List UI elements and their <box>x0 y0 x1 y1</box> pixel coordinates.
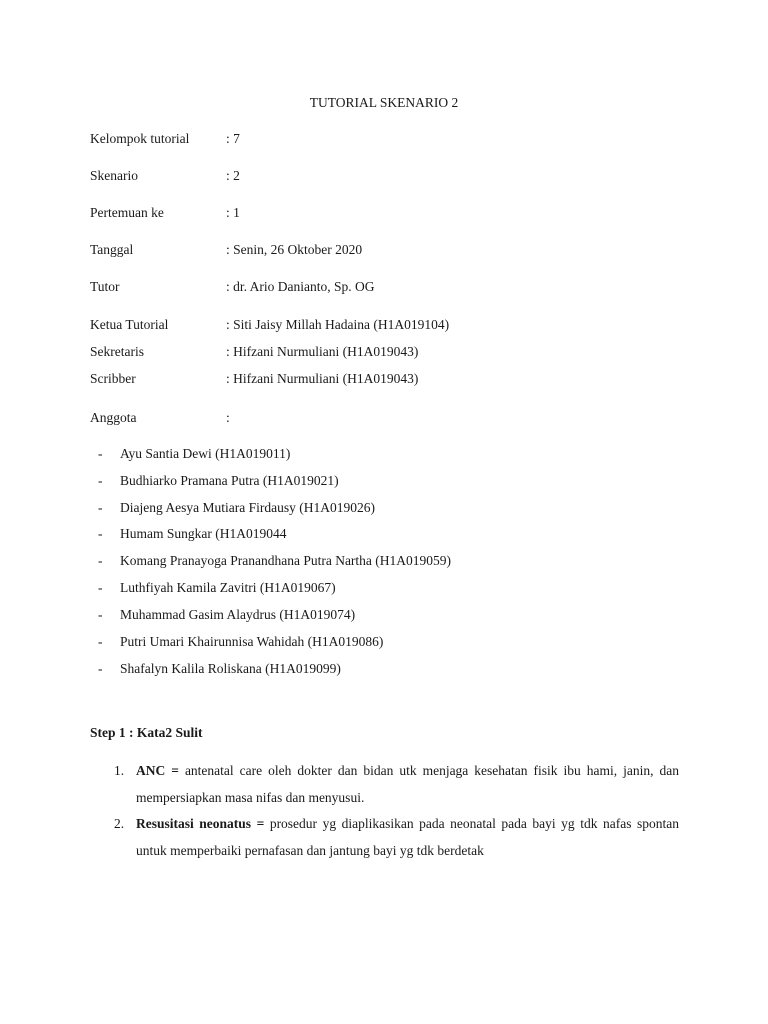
member-item: Ayu Santia Dewi (H1A019011) <box>120 446 291 461</box>
list-bullet: - <box>98 607 103 622</box>
list-bullet: - <box>98 580 103 595</box>
member-item: Humam Sungkar (H1A019044 <box>120 526 287 541</box>
field-label-kelompok: Kelompok tutorial <box>90 131 190 146</box>
list-bullet: - <box>98 473 103 488</box>
term-text: antenatal care oleh dokter dan bidan utk menjaga kesehatan fisik ibu hami, janin, dan mempersiapkan masa nifas dan menyusui. <box>136 763 679 805</box>
field-value-anggota: : <box>226 410 230 425</box>
term-text: prosedur yg diaplikasikan pada neonatal pada bayi yg tdk nafas spontan untuk memperbaiki pernafasan dan jantung bayi yg tdk berdetak <box>136 816 680 858</box>
field-value-sekretaris: : Hifzani Nurmuliani (H1A019043) <box>226 344 419 359</box>
field-label-anggota: Anggota <box>90 410 137 425</box>
field-label-scribber: Scribber <box>90 371 136 386</box>
member-item: Budhiarko Pramana Putra (H1A019021) <box>120 473 339 488</box>
field-label-pertemuan: Pertemuan ke <box>90 205 164 220</box>
field-label-tutor: Tutor <box>90 279 120 294</box>
field-label-sekretaris: Sekretaris <box>90 344 144 359</box>
step1-heading: Step 1 : Kata2 Sulit <box>90 725 203 740</box>
field-label-tanggal: Tanggal <box>90 242 134 257</box>
field-value-pertemuan: : 1 <box>226 205 240 220</box>
list-bullet: - <box>98 446 103 461</box>
field-value-kelompok: : 7 <box>226 131 240 146</box>
term-number: 1. <box>114 763 125 778</box>
field-label-ketua: Ketua Tutorial <box>90 317 169 332</box>
field-value-skenario: : 2 <box>226 168 240 183</box>
field-value-ketua: : Siti Jaisy Millah Hadaina (H1A019104) <box>226 317 450 332</box>
list-bullet: - <box>98 661 103 676</box>
list-bullet: - <box>98 526 103 541</box>
term-definition <box>136 757 679 811</box>
field-value-tanggal: : Senin, 26 Oktober 2020 <box>226 242 363 257</box>
term-name: ANC = <box>136 763 179 778</box>
member-item: Luthfiyah Kamila Zavitri (H1A019067) <box>120 580 336 595</box>
member-item: Shafalyn Kalila Roliskana (H1A019099) <box>120 661 341 676</box>
list-bullet: - <box>98 500 103 515</box>
term-name: Resusitasi neonatus = <box>136 816 265 831</box>
document-title: TUTORIAL SKENARIO 2 <box>309 95 459 110</box>
member-item: Diajeng Aesya Mutiara Firdausy (H1A019026) <box>120 500 375 515</box>
list-bullet: - <box>98 553 103 568</box>
member-item: Putri Umari Khairunnisa Wahidah (H1A019086) <box>120 634 384 649</box>
term-definition <box>136 810 679 864</box>
field-value-tutor: : dr. Ario Danianto, Sp. OG <box>226 279 375 294</box>
member-item: Komang Pranayoga Pranandhana Putra Nartha (H1A019059) <box>120 553 452 568</box>
member-item: Muhammad Gasim Alaydrus (H1A019074) <box>120 607 356 622</box>
term-number: 2. <box>114 816 125 831</box>
list-bullet: - <box>98 634 103 649</box>
field-label-skenario: Skenario <box>90 168 138 183</box>
field-value-scribber: : Hifzani Nurmuliani (H1A019043) <box>226 371 419 386</box>
